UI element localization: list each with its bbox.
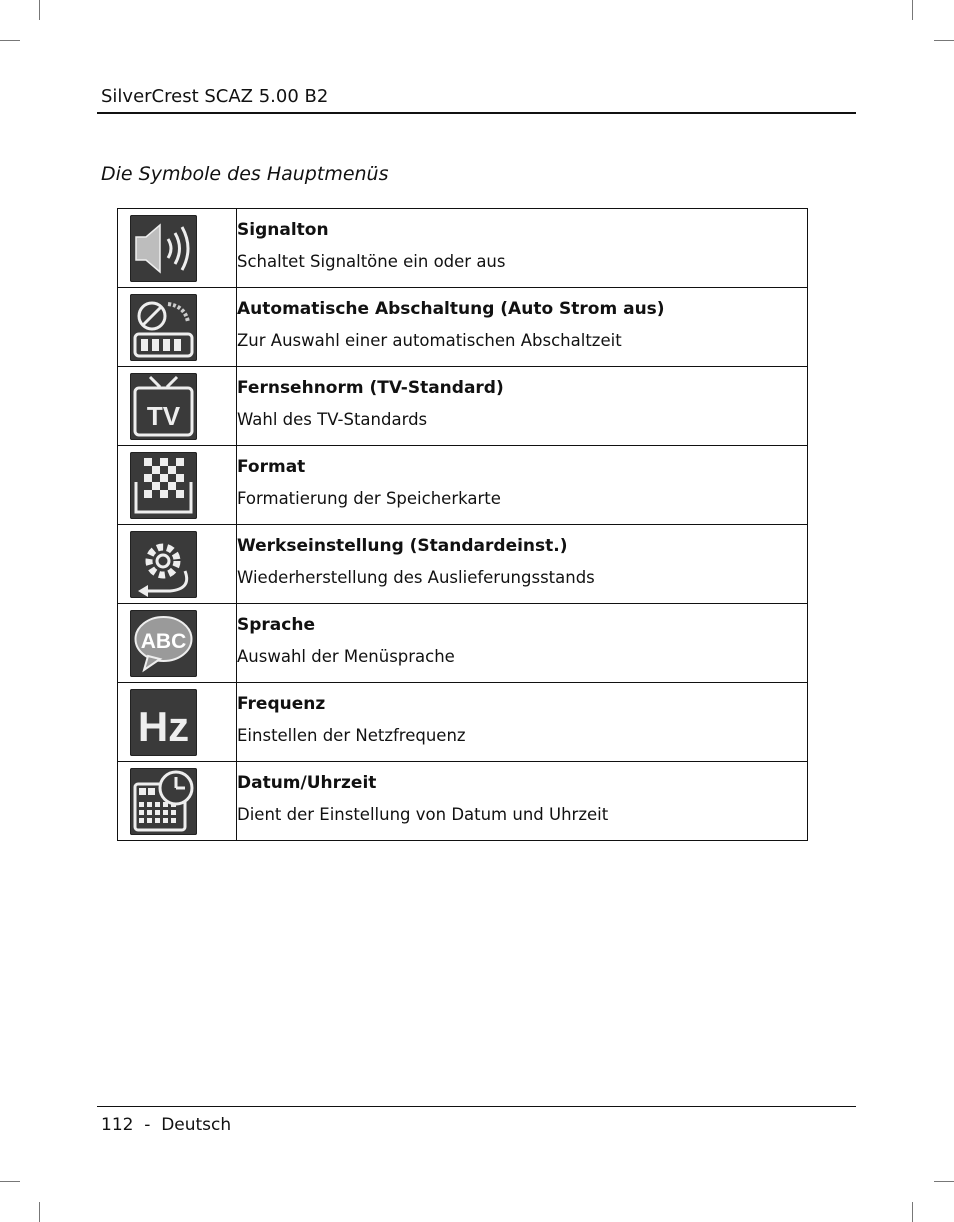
speaker-icon xyxy=(130,215,197,282)
footer-rule xyxy=(97,1106,856,1107)
section-title: Die Symbole des Hauptmenüs xyxy=(101,163,389,185)
item-title: Signalton xyxy=(237,220,329,240)
factory-reset-icon xyxy=(130,531,197,598)
crop-mark xyxy=(0,40,20,41)
table-row xyxy=(118,367,808,446)
frequency-icon xyxy=(130,689,197,756)
table-row xyxy=(118,209,808,288)
item-title: Automatische Abschaltung (Auto Strom aus) xyxy=(237,299,665,319)
table-row xyxy=(118,683,808,762)
tv-icon xyxy=(130,373,197,440)
item-description: Schaltet Signaltöne ein oder aus xyxy=(237,252,506,271)
date-time-icon xyxy=(130,768,197,835)
item-title: Datum/Uhrzeit xyxy=(237,773,377,793)
page-header: SilverCrest SCAZ 5.00 B2 xyxy=(101,86,329,107)
item-description: Wahl des TV-Standards xyxy=(237,410,428,429)
auto-power-off-icon xyxy=(130,294,197,361)
language-icon xyxy=(130,610,197,677)
item-description: Formatierung der Speicherkarte xyxy=(237,489,501,508)
page-footer: 112 - Deutsch xyxy=(101,1115,232,1135)
item-description: Einstellen der Netzfrequenz xyxy=(237,726,466,745)
item-description: Auswahl der Menüsprache xyxy=(237,647,455,666)
crop-mark xyxy=(934,1181,954,1182)
crop-mark xyxy=(934,40,954,41)
item-title: Format xyxy=(237,457,306,477)
crop-mark xyxy=(912,1202,913,1222)
item-description: Wiederherstellung des Auslieferungsstands xyxy=(237,568,595,587)
header-rule xyxy=(97,112,856,114)
item-title: Fernsehnorm (TV-Standard) xyxy=(237,378,504,398)
table-row xyxy=(118,604,808,683)
language-icon-text: ABC xyxy=(140,629,187,653)
item-description: Zur Auswahl einer automatischen Abschaltzeit xyxy=(237,331,622,350)
crop-mark xyxy=(39,1202,40,1222)
format-icon xyxy=(130,452,197,519)
item-description: Dient der Einstellung von Datum und Uhrzeit xyxy=(237,805,609,824)
tv-icon-text: TV xyxy=(146,400,181,431)
table-row xyxy=(118,525,808,604)
crop-mark xyxy=(0,1181,20,1182)
crop-mark xyxy=(39,0,40,20)
table-row xyxy=(118,446,808,525)
item-title: Frequenz xyxy=(237,694,326,714)
item-title: Werkseinstellung (Standardeinst.) xyxy=(237,536,568,556)
item-title: Sprache xyxy=(237,615,315,635)
table-row xyxy=(118,288,808,367)
table-row xyxy=(118,762,808,841)
symbol-table xyxy=(117,208,808,841)
crop-mark xyxy=(912,0,913,20)
frequency-icon-text: Hz xyxy=(137,702,190,750)
